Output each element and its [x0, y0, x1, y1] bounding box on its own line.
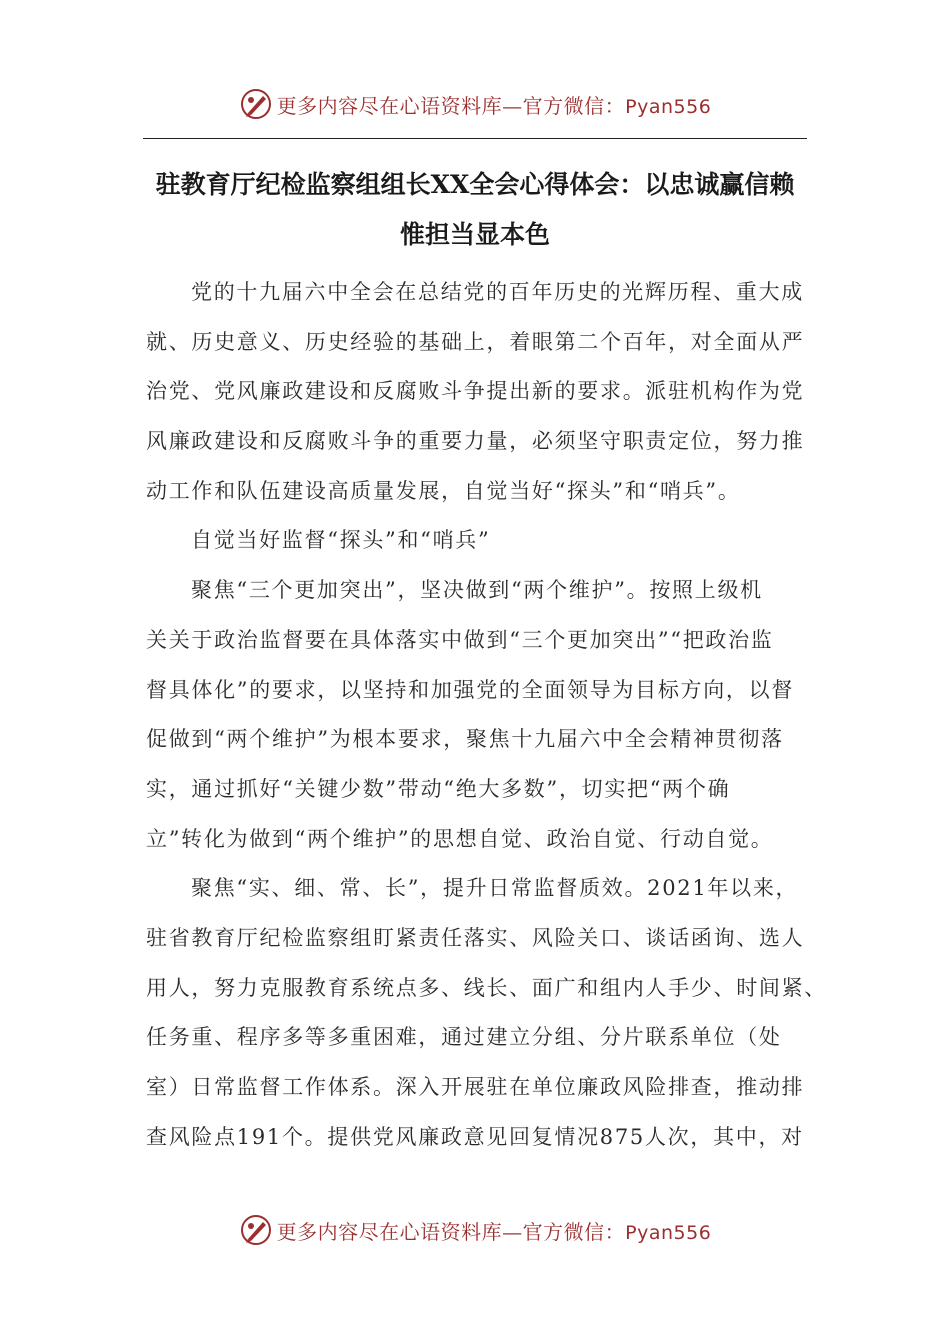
page-header-watermark: [0, 84, 950, 124]
body-line: 驻省教育厅纪检监察组盯紧责任落实、风险关口、谈话函询、选人: [146, 925, 805, 950]
body-line: 实，通过抓好“关键少数”带动“绝大多数”，切实把“两个确: [146, 776, 731, 801]
body-line: 查风险点191个。提供党风廉政意见回复情况875人次，其中，对: [146, 1124, 804, 1149]
body-line: 就、历史意义、历史经验的基础上，着眼第二个百年，对全面从严: [146, 329, 805, 354]
footer-brand-text: 更多内容尽在心语资料库—官方微信：Pyan556: [276, 1219, 712, 1244]
body-line: 督具体化”的要求，以坚持和加强党的全面领导为目标方向，以督: [146, 677, 795, 702]
body-line: 治党、党风廉政建设和反腐败斗争提出新的要求。派驻机构作为党: [146, 379, 805, 404]
body-line: 任务重、程序多等多重困难，通过建立分组、分片联系单位（处: [146, 1025, 782, 1050]
body-line: 关关于政治监督要在具体落实中做到“三个更加突出”“把政治监: [146, 627, 774, 652]
document-title: [140, 160, 810, 260]
header-wechat-id: Pyan556: [625, 95, 712, 118]
body-line: 室）日常监督工作体系。深入开展驻在单位廉政风险排查，推动排: [146, 1075, 805, 1099]
title-line-2: 惟担当显本色: [399, 220, 550, 249]
body-line: 用人，努力克服教育系统点多、线长、面广和组内人手少、时间紧、: [146, 975, 827, 1000]
section-heading: 自觉当好监督“探头”和“哨兵”: [191, 528, 491, 553]
body-line: 党的十九届六中全会在总结党的百年历史的光辉历程、重大成: [191, 280, 804, 304]
page-footer-watermark: [0, 1210, 950, 1250]
body-line: 动工作和队伍建设高质量发展，自觉当好“探头”和“哨兵”。: [146, 478, 741, 503]
body-line: 促做到“两个维护”为根本要求，聚焦十九届六中全会精神贯彻落: [146, 727, 784, 752]
footer-wechat-id: Pyan556: [625, 1221, 712, 1244]
quill-logo-icon: [239, 87, 273, 121]
header-divider: [143, 138, 807, 139]
body-line: 聚焦“实、细、常、长”，提升日常监督质效。2021年以来，: [191, 876, 799, 901]
body-line: 立”转化为做到“两个维护”的思想自觉、政治自觉、行动自觉。: [146, 826, 774, 851]
body-line: 风廉政建设和反腐败斗争的重要力量，必须坚守职责定位，努力推: [146, 429, 805, 454]
document-body: [146, 268, 827, 1162]
body-line: 聚焦“三个更加突出”，坚决做到“两个维护”。按照上级机: [191, 578, 763, 603]
quill-logo-icon: [239, 1213, 273, 1247]
header-brand-text: 更多内容尽在心语资料库—官方微信：Pyan556: [276, 93, 712, 118]
title-line-1: 驻教育厅纪检监察组组长XX全会心得体会：以忠诚赢信赖: [155, 170, 795, 199]
